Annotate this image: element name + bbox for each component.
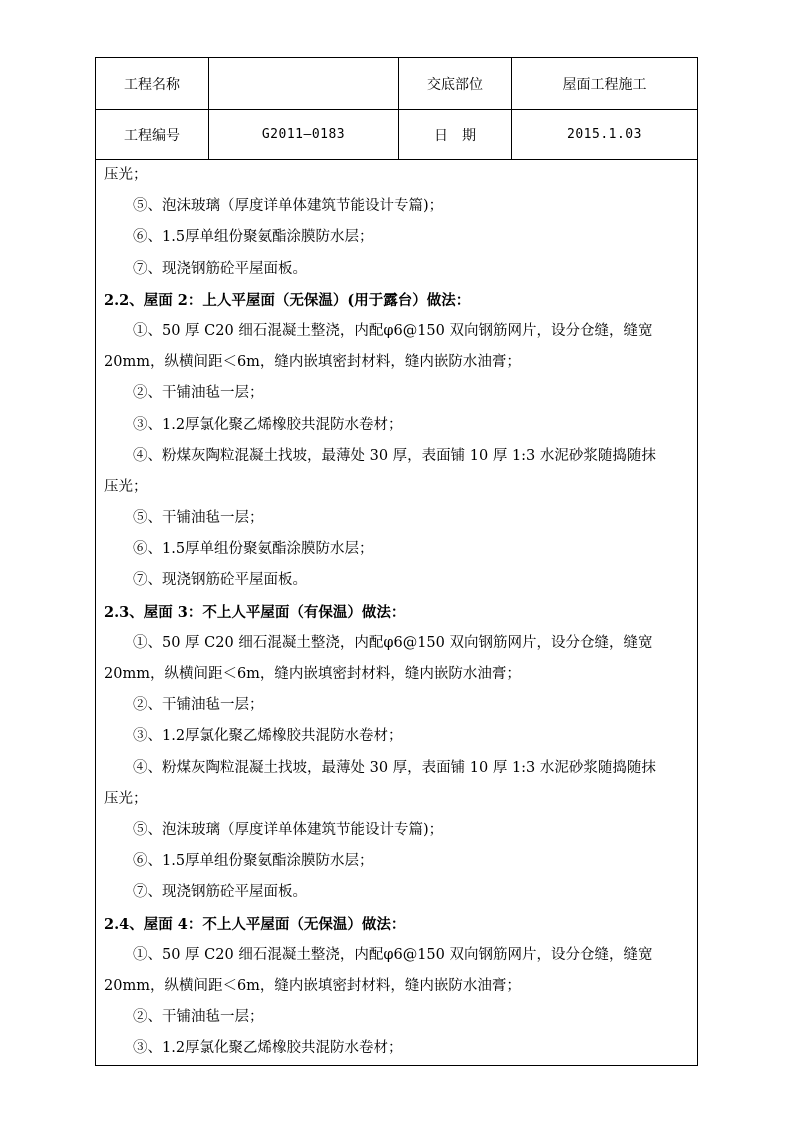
text-line: ④、粉煤灰陶粒混凝土找坡，最薄处 30 厚，表面铺 10 厚 1:3 水泥砂浆随捣随抹 <box>133 759 656 776</box>
text-line: 压光； <box>104 167 148 183</box>
section-heading: 2.4、屋面 4：不上人平屋面（无保温）做法： <box>104 915 406 933</box>
text-line: ②、干铺油毡一层； <box>133 697 264 714</box>
text-line: ①、50 厚 C20 细石混凝土整浇，内配φ6@150 双向钢筋网片，设分仓缝，缝宽 <box>133 634 653 651</box>
text-line: ②、干铺油毡一层； <box>133 1009 264 1026</box>
section-heading: 2.2、屋面 2：上人平屋面（无保温）(用于露台）做法： <box>104 291 471 309</box>
location-value: 屋面工程施工 <box>562 76 647 93</box>
text-line: ③、1.2厚氯化聚乙烯橡胶共混防水卷材； <box>133 1040 403 1057</box>
text-line: ⑥、1.5厚单组份聚氨酯涂膜防水层； <box>133 853 374 870</box>
text-line: ④、粉煤灰陶粒混凝土找坡，最薄处 30 厚，表面铺 10 厚 1:3 水泥砂浆随捣随抹 <box>133 447 656 464</box>
project-no-value: G2011—0183 <box>209 110 399 159</box>
date-label: 日 期 <box>399 110 512 159</box>
location-label: 交底部位 <box>399 58 512 109</box>
project-name-value <box>209 58 399 109</box>
text-line: ⑤、干铺油毡一层； <box>133 510 264 527</box>
text-line: 压光； <box>104 478 148 495</box>
text-line: ⑦、现浇钢筋砼平屋面板。 <box>133 884 307 901</box>
document-body <box>104 160 692 1064</box>
text-line: ⑥、1.5厚单组份聚氨酯涂膜防水层； <box>133 229 374 246</box>
text-line: ②、干铺油毡一层； <box>133 385 264 402</box>
text-line: 20mm，纵横间距＜6m，缝内嵌填密封材料，缝内嵌防水油膏； <box>104 977 521 994</box>
header-row-1 <box>96 58 697 110</box>
text-line: ③、1.2厚氯化聚乙烯橡胶共混防水卷材； <box>133 416 403 433</box>
text-line: ③、1.2厚氯化聚乙烯橡胶共混防水卷材； <box>133 728 403 745</box>
text-line: ⑥、1.5厚单组份聚氨酯涂膜防水层； <box>133 541 374 558</box>
text-line: 压光； <box>104 790 148 807</box>
text-line: ⑦、现浇钢筋砼平屋面板。 <box>133 572 307 589</box>
section-heading: 2.3、屋面 3：不上人平屋面（有保温）做法： <box>104 603 406 621</box>
text-line: ⑤、泡沫玻璃（厚度详单体建筑节能设计专篇)； <box>133 821 444 838</box>
project-name-label: 工程名称 <box>96 58 209 109</box>
text-line: 20mm，纵横间距＜6m，缝内嵌填密封材料，缝内嵌防水油膏； <box>104 354 521 371</box>
text-line: ⑦、现浇钢筋砼平屋面板。 <box>133 260 307 277</box>
text-line: ⑤、泡沫玻璃（厚度详单体建筑节能设计专篇)； <box>133 198 444 215</box>
text-line: ①、50 厚 C20 细石混凝土整浇，内配φ6@150 双向钢筋网片，设分仓缝，缝宽 <box>133 322 653 339</box>
disclosure-sheet <box>95 57 698 1066</box>
date-value: 2015.1.03 <box>567 127 642 142</box>
header-row-2 <box>96 110 697 160</box>
project-no-label: 工程编号 <box>96 110 209 159</box>
text-line: 20mm，纵横间距＜6m，缝内嵌填密封材料，缝内嵌防水油膏； <box>104 666 521 682</box>
text-line: ①、50 厚 C20 细石混凝土整浇，内配φ6@150 双向钢筋网片，设分仓缝，缝宽 <box>133 946 653 963</box>
